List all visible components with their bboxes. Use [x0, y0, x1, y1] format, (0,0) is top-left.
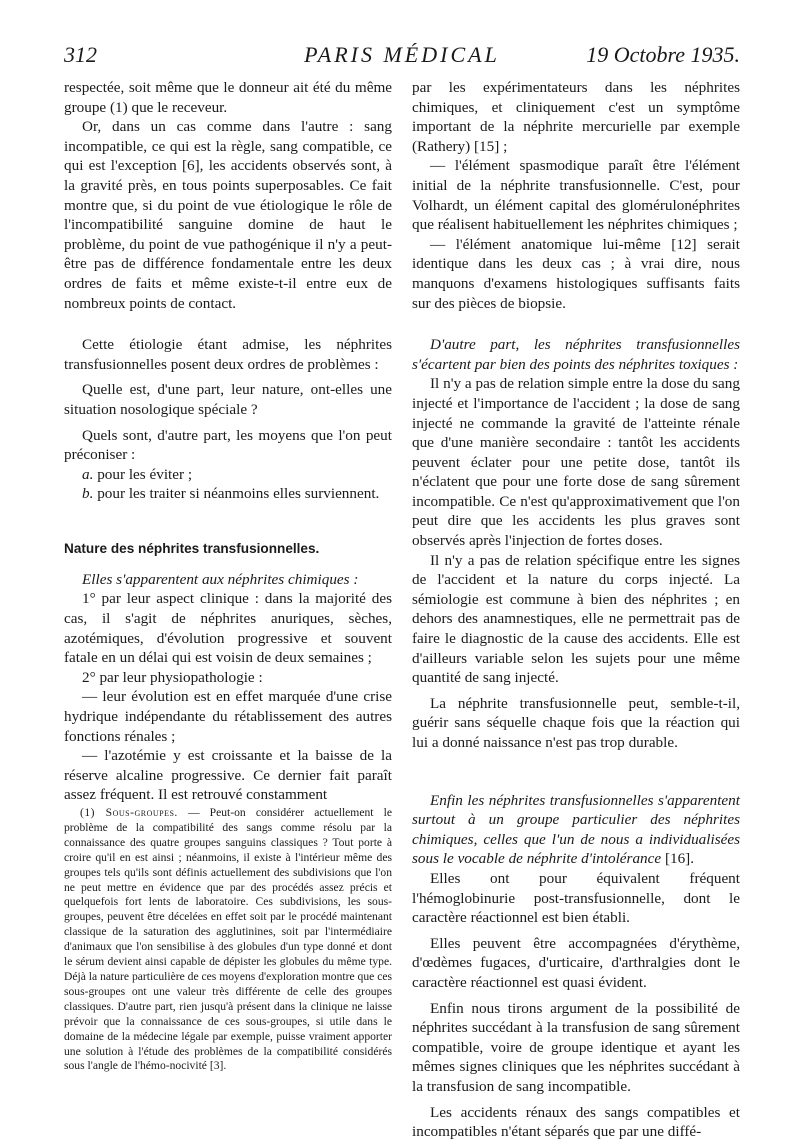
paragraph: par les expérimentateurs dans les néphrites chimiques, et cliniquement c'est un symptôme important de la néphrite mercurielle par exemple (Rathery) [15] ; — [412, 79, 740, 155]
paragraph: Il n'y a pas de relation spécifique entre les signes de l'accident et la nature du corps injecté. La sémiologie est commune à bien des néphrites ; en dehors des anamnestiques, elle ne permettrait pas de faire le diagnostic de la cause des accidents. Elle est d'ailleurs variable selon les sujets pour une même quantité de sang injecté. — [412, 551, 740, 687]
list-marker: a. — [82, 465, 94, 483]
list-item-a — [64, 465, 392, 485]
paragraph: Elles peuvent être accompagnées d'érythème, d'œdèmes fugaces, d'urticaire, d'arthralgies dont le caractère réactionnel est quasi évident. — [412, 934, 740, 991]
paragraph: Les accidents rénaux des sangs compatibles et incompatibles n'étant séparés que par une diffé- — [412, 1103, 740, 1141]
footnote-lead: (1) Sous-groupes. — [80, 806, 178, 819]
paragraph: Cette étiologie étant admise, les néphrites transfusionnelles posent deux ordres de problèmes : — [64, 336, 392, 373]
footnote-paragraph — [64, 806, 392, 1074]
paragraph-italic: D'autre part, les néphrites transfusionnelles s'écartent par bien des points des néphrites toxiques : — [412, 336, 740, 373]
paragraph: respectée, soit même que le donneur ait été du même groupe (1) que le receveur. — [64, 79, 392, 116]
paragraph: Elles ont pour équivalent fréquent l'hémoglobinurie post-transfusionnelle, dont le caractère réactionnel est bien établi. — [412, 869, 740, 927]
footnote-text: — Peut-on considérer actuellement le problème de la compatibilité des sangs comme résolu par la connaissance des quatre groupes sanguins classiques ? Tout porte à croire qu'il en est ainsi ; néanmoins, il existe à l'intérieur même des groupes tels qu'ils sont définis actuellement des subdivisions que l'on ne peut mettre en évidence que par des procédés assez précis et quelquefois fort lents de laboratoire. Ces subdivisions, les sous-groupes, peuvent être décelées en effet soit par le procédé maintenant classique de la saturation des agglutinines, soit par l'intermédiaire d'animaux que l'on sensibilise à des globules d'un type donné et dont le sérum devient ainsi capable de dépister les globules du même type. Déjà la nature particulière de ces moyens d'exploration montre que ces sous-groupes ont une valeur très différente de celle des groupes classiques. D'autre part, rien jusqu'à présent dans la clinique ne laisse prévoir que la connaissance de ces sous-groupes, si utile dans le domaine de la médecine légale par exemple, puisse vraiment apporter une solution à l'étude des problèmes de la compatibilité considérés sous l'angle de l'hémo-nocivité [3]. — [64, 806, 392, 1073]
paragraph-italic — [412, 791, 740, 869]
paragraph: 2° par leur physiopathologie : — [82, 668, 263, 686]
paragraph: — l'azotémie y est croissante et la baisse de la réserve alcaline progressive. Ce dernier fait paraît assez fréquent. Il est retrouvé constamment — [64, 747, 392, 804]
left-column — [64, 78, 392, 805]
paragraph: — l'élément anatomique lui-même [12] serait identique dans les deux cas ; à vrai dire, nous manquons d'examens histologiques suffisants faits sur des pièces de biopsie. — [412, 235, 740, 312]
paragraph: Quelle est, d'une part, leur nature, ont-elles une situation nosologique spéciale ? — [64, 381, 392, 418]
reference: [16]. — [661, 850, 695, 868]
paragraph-italic: Elles s'apparentent aux néphrites chimiques : — [82, 570, 359, 588]
issue-date: 19 Octobre 1935. — [586, 42, 740, 67]
list-marker: b. — [82, 485, 94, 503]
paragraph: — l'élément spasmodique paraît être l'élément initial de la néphrite transfusionnelle. C'est, pour Volhardt, un élément capital des glomérulonéphrites que réalisent habituellement les néphrites chimiques ; — [412, 157, 740, 234]
list-item-b — [64, 484, 392, 504]
paragraph: 1° par leur aspect clinique : dans la majorité des cas, il s'agit de néphrites anuriques, sèches, azotémiques, d'évolution progressive et souvent fatale en un délai qui est voisin de deux semaines ; — [64, 590, 392, 667]
paragraph: Il n'y a pas de relation simple entre la dose du sang injecté et l'importance de l'accident ; la dose de sang injecté ne commande la gravité de l'atteinte rénale que d'une manière secondaire : tantôt les accidents peuvent éclater pour une petite dose, tantôt ils n'éclatent que pour une forte dose de sang sûrement incompatible. Ce n'est qu'approximativement que l'on peut dire que les accidents les plus graves sont observés après l'injection de fortes doses. — [412, 375, 740, 550]
paragraph: Or, dans un cas comme dans l'autre : sang incompatible, ce qui est la règle, sang compatible, ce qui est l'exception [6], les accidents observés sont, à la gravité près, en tous points superposables. Ce fait montre que, si du point de vue étiologique le rôle de l'incompatibilité sanguine domine de haut le problème, du point de vue pathogénique il n'y a peut-être pas de différence fondamentale entre les deux ordres de faits et même existe-t-il entre eux de nombreux points de contact. — [64, 118, 392, 312]
footnote — [64, 806, 392, 1074]
section-heading: Nature des néphrites transfusionnelles. — [64, 540, 320, 556]
paragraph: Quels sont, d'autre part, les moyens que l'on peut préconiser : — [64, 426, 392, 464]
paragraph: Enfin nous tirons argument de la possibilité de néphrites succédant à la transfusion de sang sûrement compatible, voire de groupe identique et ayant les mêmes signes cliniques que les néphrites succédant à la transfusion de sang incompatible. — [412, 999, 740, 1095]
running-header — [64, 42, 740, 72]
page-number: 312 — [64, 42, 97, 67]
paragraph: — leur évolution est en effet marquée d'une crise hydrique indépendante du rétablissement des autres fonctions rénales ; — [64, 688, 392, 745]
right-column — [412, 78, 740, 1142]
list-text: pour les éviter ; — [97, 465, 193, 483]
italic-text: Enfin les néphrites transfusionnelles s'apparentent surtout à un groupe particulier des néphrites chimiques, celles que l'un de nous a individualisées sous le vocable de néphrite d'intolérance — [412, 791, 740, 868]
journal-title: PARIS MÉDICAL — [304, 42, 500, 67]
paragraph: La néphrite transfusionnelle peut, semble-t-il, guérir sans séquelle chaque fois que la réaction qui lui a donné naissance n'est pas trop durable. — [412, 694, 740, 751]
list-text: pour les traiter si néanmoins elles surviennent. — [97, 485, 380, 503]
